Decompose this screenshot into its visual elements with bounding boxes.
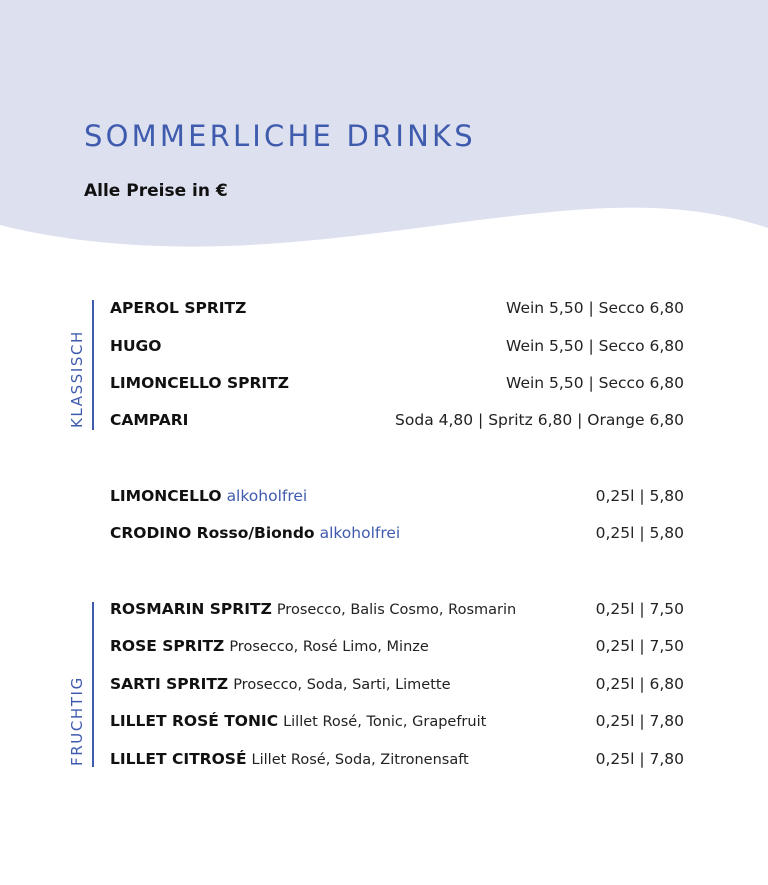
menu-item <box>110 521 684 545</box>
item-name: HUGO <box>110 337 162 355</box>
section-label-fruchtig: FRUCHTIG <box>68 676 86 766</box>
item-name: LIMONCELLO <box>110 487 222 505</box>
menu-item <box>110 597 684 621</box>
menu-item <box>110 334 684 358</box>
item-price: Wein 5,50 | Secco 6,80 <box>506 299 684 317</box>
section-divider-bar <box>92 300 94 430</box>
section-label-klassisch: KLASSISCH <box>68 330 86 428</box>
item-name: LIMONCELLO SPRITZ <box>110 374 289 392</box>
item-name: LILLET CITROSÉ <box>110 750 247 768</box>
item-price: 0,25l | 5,80 <box>595 524 684 542</box>
item-ingredients: Prosecco, Soda, Sarti, Limette <box>233 677 451 693</box>
menu-item <box>110 371 684 395</box>
menu-item <box>110 747 684 771</box>
item-name: SARTI SPRITZ <box>110 675 229 693</box>
item-price: 0,25l | 6,80 <box>595 675 684 693</box>
item-price: 0,25l | 7,80 <box>595 750 684 768</box>
item-price: 0,25l | 7,80 <box>595 712 684 730</box>
item-name: CRODINO Rosso/Biondo <box>110 524 315 542</box>
alcohol-free-tag: alkoholfrei <box>226 487 308 505</box>
menu-item <box>110 672 684 696</box>
alcohol-free-tag: alkoholfrei <box>319 524 401 542</box>
item-name: APEROL SPRITZ <box>110 299 247 317</box>
page-title: SOMMERLICHE DRINKS <box>84 119 476 153</box>
item-ingredients: Prosecco, Rosé Limo, Minze <box>229 639 429 655</box>
item-name: LILLET ROSÉ TONIC <box>110 712 279 730</box>
item-price: Wein 5,50 | Secco 6,80 <box>506 337 684 355</box>
item-name: CAMPARI <box>110 411 189 429</box>
menu-item <box>110 709 684 733</box>
item-price: Soda 4,80 | Spritz 6,80 | Orange 6,80 <box>395 411 684 429</box>
item-price: Wein 5,50 | Secco 6,80 <box>506 374 684 392</box>
item-ingredients: Lillet Rosé, Tonic, Grapefruit <box>283 714 487 730</box>
item-ingredients: Prosecco, Balis Cosmo, Rosmarin <box>276 602 517 618</box>
item-price: 0,25l | 7,50 <box>595 637 684 655</box>
menu-item <box>110 634 684 658</box>
item-name: ROSMARIN SPRITZ <box>110 600 272 618</box>
item-price: 0,25l | 7,50 <box>595 600 684 618</box>
item-ingredients: Lillet Rosé, Soda, Zitronensaft <box>251 752 469 768</box>
menu-item <box>110 408 684 432</box>
item-name: ROSE SPRITZ <box>110 637 225 655</box>
menu-item <box>110 484 684 508</box>
section-divider-bar <box>92 602 94 767</box>
item-price: 0,25l | 5,80 <box>595 487 684 505</box>
menu-item <box>110 296 684 320</box>
price-note: Alle Preise in € <box>84 181 228 201</box>
